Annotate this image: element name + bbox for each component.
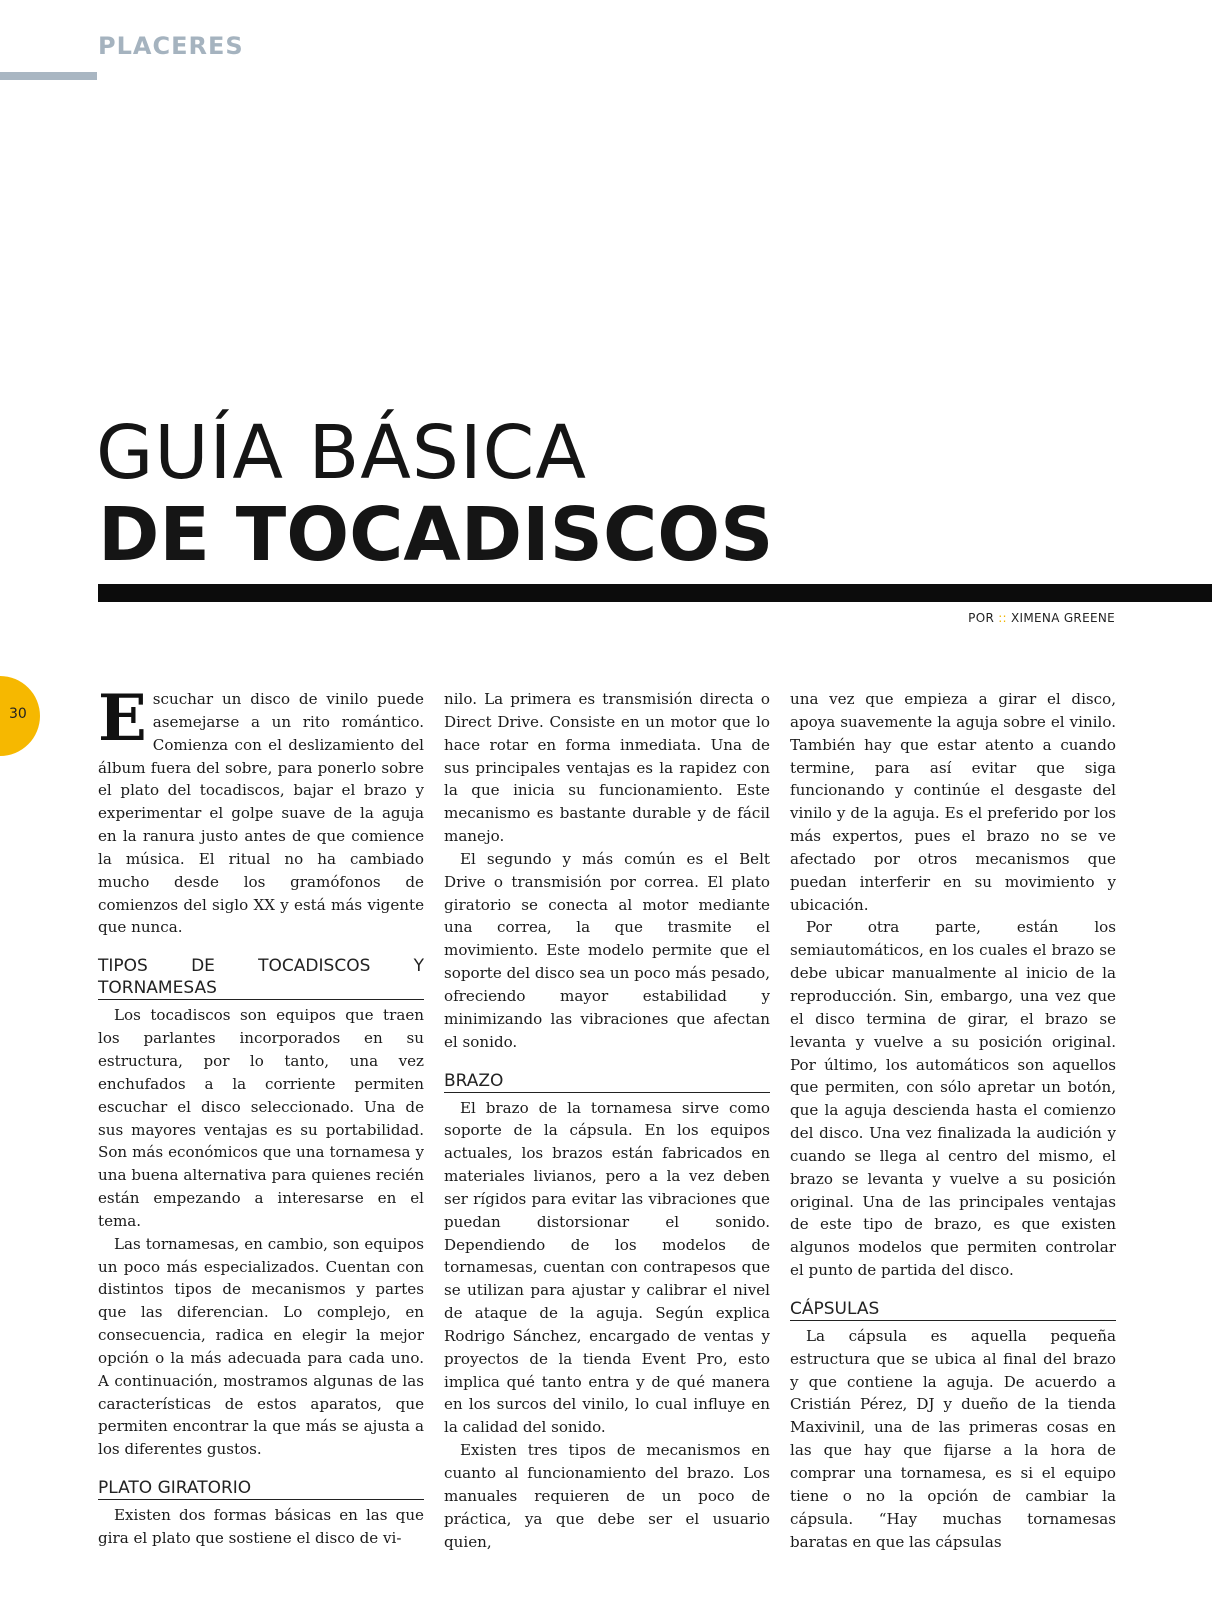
article-column-2 xyxy=(444,688,770,1553)
article-title-line2: DE TOCADISCOS xyxy=(98,492,774,578)
section-rule xyxy=(0,72,97,80)
paragraph: Por otra parte, están los semiautomáticos, en los cuales el brazo se debe ubicar manualmente al inicio de la reproducción. Sin, embargo, una vez que el disco termina de girar, el brazo se levanta y vuelve a su posición original. Por último, los automáticos son aquellos que permiten, con sólo apretar un botón, que la aguja descienda hasta el comienzo del disco. Una vez finalizada la audición y cuando se llega al centro del mismo, el brazo se levanta y vuelve a su posición original. Una de las principales ventajas de este tipo de brazo, es que existen algunos modelos que permiten controlar el punto de partida del disco. xyxy=(790,918,1116,1280)
byline xyxy=(968,611,1115,625)
subheading: PLATO GIRATORIO xyxy=(98,1477,424,1500)
paragraph: Las tornamesas, en cambio, son equipos un poco más especializados. Cuentan con distintos tipos de mecanismos y partes que las diferencian. Lo complejo, en consecuencia, radica en elegir la mejor opción o la más adecuada para cada uno. A continuación, mostramos algunas de las características de estos aparatos, que permiten encontrar la que más se ajusta a los diferentes gustos. xyxy=(98,1234,424,1459)
section-label: PLACERES xyxy=(98,32,244,60)
page-number: 30 xyxy=(9,706,27,722)
paragraph: Existen tres tipos de mecanismos en cuanto al funcionamiento del brazo. Los manuales requieren de un poco de práctica, ya que debe ser el usuario quien, xyxy=(444,1441,770,1551)
paragraph: La cápsula es aquella pequeña estructura que se ubica al final del brazo y que contiene la aguja. De acuerdo a Cristián Pérez, DJ y dueño de la tienda Maxivinil, una de las primeras cosas en las que hay que fijarse a la hora de comprar una tornamesa, es si el equipo tiene o no la opción de cambiar la cápsula. “Hay muchas tornamesas baratas en que las cápsulas xyxy=(790,1326,1116,1551)
subheading: BRAZO xyxy=(444,1070,770,1093)
article-column-3 xyxy=(790,688,1116,1553)
subheading: TIPOS DE TOCADISCOS Y TORNAMESAS xyxy=(98,956,424,999)
byline-author: XIMENA GREENE xyxy=(1011,611,1115,625)
article-column-1 xyxy=(98,681,424,1550)
drop-cap: E xyxy=(98,681,147,756)
paragraph: El segundo y más común es el Belt Drive o transmisión por correa. El plato giratorio se conecta al motor mediante una correa, la que trasmite el movimiento. Este modelo permite que el soporte del disco sea un poco más pesado, ofreciendo mayor estabilidad y minimizando las vibraciones que afectan el sonido. xyxy=(444,849,770,1051)
article-title-line1: GUÍA BÁSICA xyxy=(96,410,587,496)
byline-separator: :: xyxy=(998,611,1007,625)
byline-prefix: POR xyxy=(968,611,995,625)
subheading: CÁPSULAS xyxy=(790,1298,1116,1321)
title-underline-bar xyxy=(98,584,1212,602)
paragraph xyxy=(98,681,424,939)
paragraph: Existen dos formas básicas en las que gira el plato que sostiene el disco de vi- xyxy=(98,1506,424,1547)
paragraph: una vez que empieza a girar el disco, apoya suavemente la aguja sobre el vinilo. También hay que estar atento a cuando termine, para así evitar que siga funcionando y continúe el desgaste del vinilo y de la aguja. Es el preferido por los más expertos, pues el brazo no se ve afectado por otros mecanismos que puedan interferir en su movimiento y ubicación. xyxy=(790,690,1116,914)
paragraph-text: scuchar un disco de vinilo puede asemejarse a un rito romántico. Comienza con el deslizamiento del álbum fuera del sobre, para ponerlo sobre el plato del tocadiscos, bajar el brazo y experimentar el golpe suave de la aguja en la ranura justo antes de que comience la música. El ritual no ha cambiado mucho desde los gramófonos de comienzos del siglo XX y está más vigente que nunca. xyxy=(98,690,424,937)
paragraph: El brazo de la tornamesa sirve como soporte de la cápsula. En los equipos actuales, los brazos están fabricados en materiales livianos, pero a la vez deben ser rígidos para evitar las vibraciones que puedan distorsionar el sonido. Dependiendo de los modelos de tornamesas, cuentan con contrapesos que se utilizan para ajustar y calibrar el nivel de ataque de la aguja. Según explica Rodrigo Sánchez, encargado de ventas y proyectos de la tienda Event Pro, esto implica qué tanto entra y de qué manera en los surcos del vinilo, lo cual influye en la calidad del sonido. xyxy=(444,1098,770,1437)
paragraph: Los tocadiscos son equipos que traen los parlantes incorporados en su estructura, por lo tanto, una vez enchufados a la corriente permiten escuchar el disco seleccionado. Una de sus mayores ventajas es su portabilidad. Son más económicos que una tornamesa y una buena alternativa para quienes recién están empezando a interesarse en el tema. xyxy=(98,1006,424,1230)
paragraph: nilo. La primera es transmisión directa o Direct Drive. Consiste en un motor que lo hace rotar en forma inmediata. Una de sus principales ventajas es la rapidez con la que inicia su funcionamiento. Este mecanismo es bastante durable y de fácil manejo. xyxy=(444,690,770,846)
